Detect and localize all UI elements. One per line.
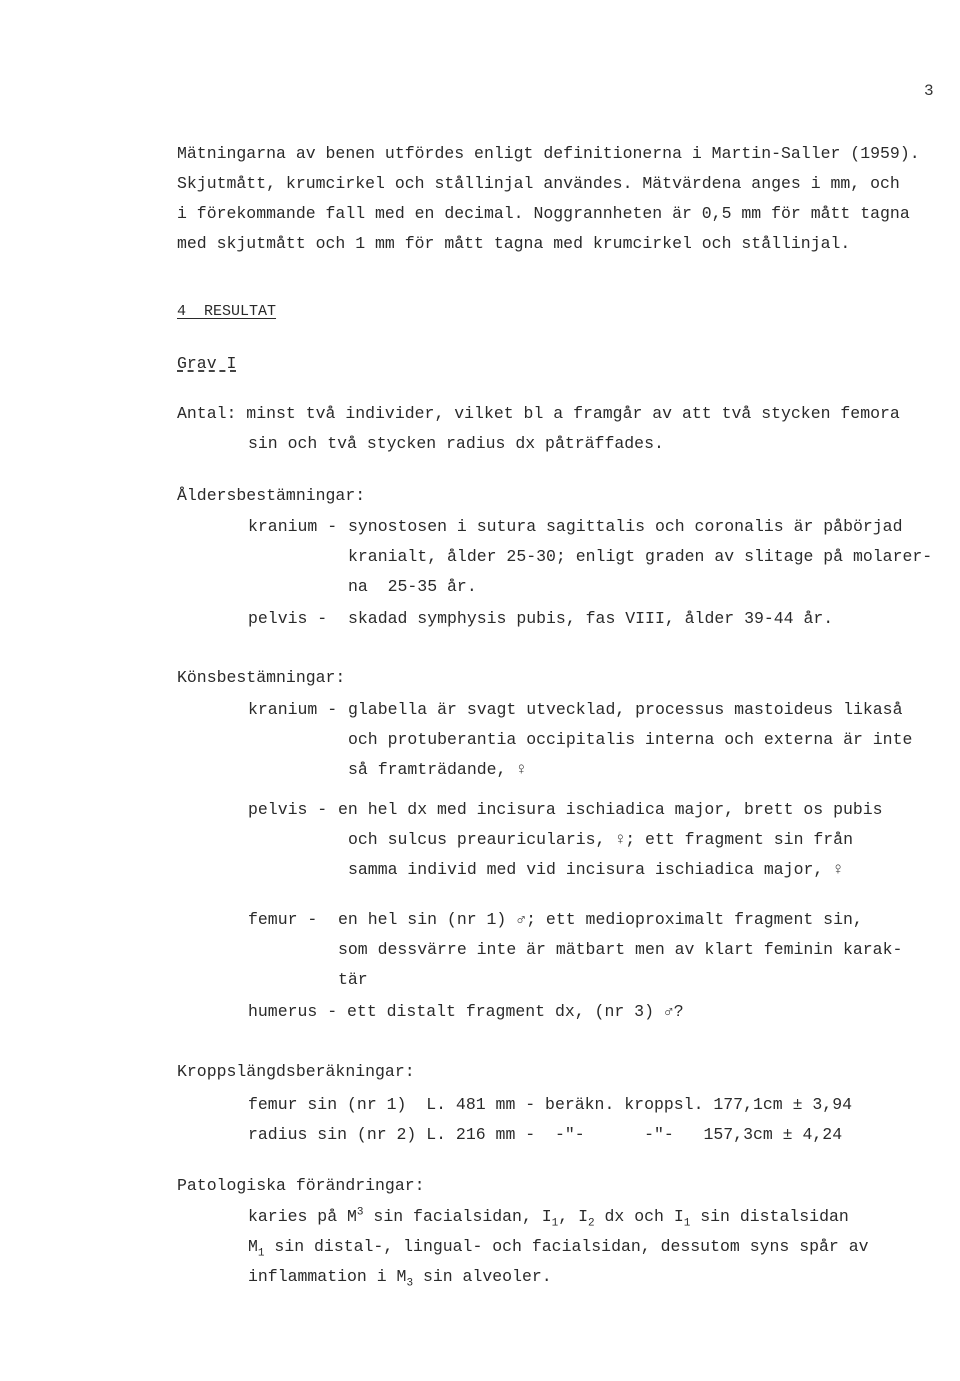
patol-heading: Patologiska förändringar: (177, 1176, 425, 1195)
kons-pelvis-label: pelvis - (248, 800, 328, 819)
kons-femur-line-2: som dessvärre inte är mätbart men av klart feminin karak- (338, 940, 903, 959)
kons-heading: Könsbestämningar: (177, 668, 346, 687)
intro-line-3: i förekommande fall med en decimal. Noggrannheten är 0,5 mm för mått tagna (177, 204, 910, 223)
kons-kranium-label: kranium - (248, 700, 338, 719)
section-heading: 4 RESULTAT (177, 303, 277, 320)
kons-humerus-line: humerus - ett distalt fragment dx, (nr 3) ♂? (248, 1002, 684, 1021)
alders-pelvis-label: pelvis - (248, 609, 328, 628)
kons-femur-line-3: tär (338, 970, 368, 989)
alders-pelvis-line: skadad symphysis pubis, fas VIII, ålder 39-44 år. (348, 609, 834, 628)
kropps-row-2: radius sin (nr 2) L. 216 mm - -"- -"- 157,3cm ± 4,24 (248, 1125, 843, 1144)
kons-pelvis-line-3: samma individ med vid incisura ischiadica major, ♀ (348, 860, 844, 879)
alders-kranium-label: kranium - (248, 517, 338, 536)
intro-line-4: med skjutmått och 1 mm för mått tagna med krumcirkel och stållinjal. (177, 234, 851, 253)
kons-kranium-line-2: och protuberantia occipitalis interna och externa är inte (348, 730, 913, 749)
kons-kranium-line-1: glabella är svagt utvecklad, processus mastoideus likaså (348, 700, 903, 719)
antal-line-1: Antal: minst två individer, vilket bl a framgår av att två stycken femora (177, 404, 900, 423)
kons-femur-label: femur - (248, 910, 318, 929)
intro-line-2: Skjutmått, krumcirkel och stållinjal användes. Mätvärdena anges i mm, och (177, 174, 900, 193)
intro-line-1: Mätningarna av benen utfördes enligt definitionerna i Martin-Saller (1959). (177, 144, 920, 163)
kons-femur-line-1: en hel sin (nr 1) ♂; ett medioproximalt fragment sin, (338, 910, 863, 929)
alders-kranium-line-3: na 25-35 år. (348, 577, 477, 596)
kropps-row-1: femur sin (nr 1) L. 481 mm - beräkn. kroppsl. 177,1cm ± 3,94 (248, 1095, 852, 1114)
page-number: 3 (924, 82, 934, 100)
patol-line-1: karies på $M^3$ sin facialsidan, $I_1$, $I_2$ dx och $I_1$ sin distalsidan (248, 1206, 849, 1230)
grave-heading: Grav I (177, 354, 237, 373)
patol-line-3: inflammation i $M_3$ sin alveoler. (248, 1267, 552, 1290)
patol-line-2: $M_1$ sin distal-, lingual- och facialsidan, dessutom syns spår av (248, 1237, 869, 1260)
kons-kranium-line-3: så framträdande, ♀ (348, 760, 527, 779)
alders-kranium-line-1: synostosen i sutura sagittalis och coronalis är påbörjad (348, 517, 903, 536)
antal-line-2: sin och två stycken radius dx påträffades. (248, 434, 664, 453)
kons-pelvis-line-1: en hel dx med incisura ischiadica major, brett os pubis (338, 800, 883, 819)
kropps-heading: Kroppslängdsberäkningar: (177, 1062, 415, 1081)
kons-pelvis-line-2: och sulcus preauricularis, ♀; ett fragment sin från (348, 830, 853, 849)
alders-heading: Åldersbestämningar: (177, 486, 366, 505)
alders-kranium-line-2: kranialt, ålder 25-30; enligt graden av slitage på molarer- (348, 547, 933, 566)
